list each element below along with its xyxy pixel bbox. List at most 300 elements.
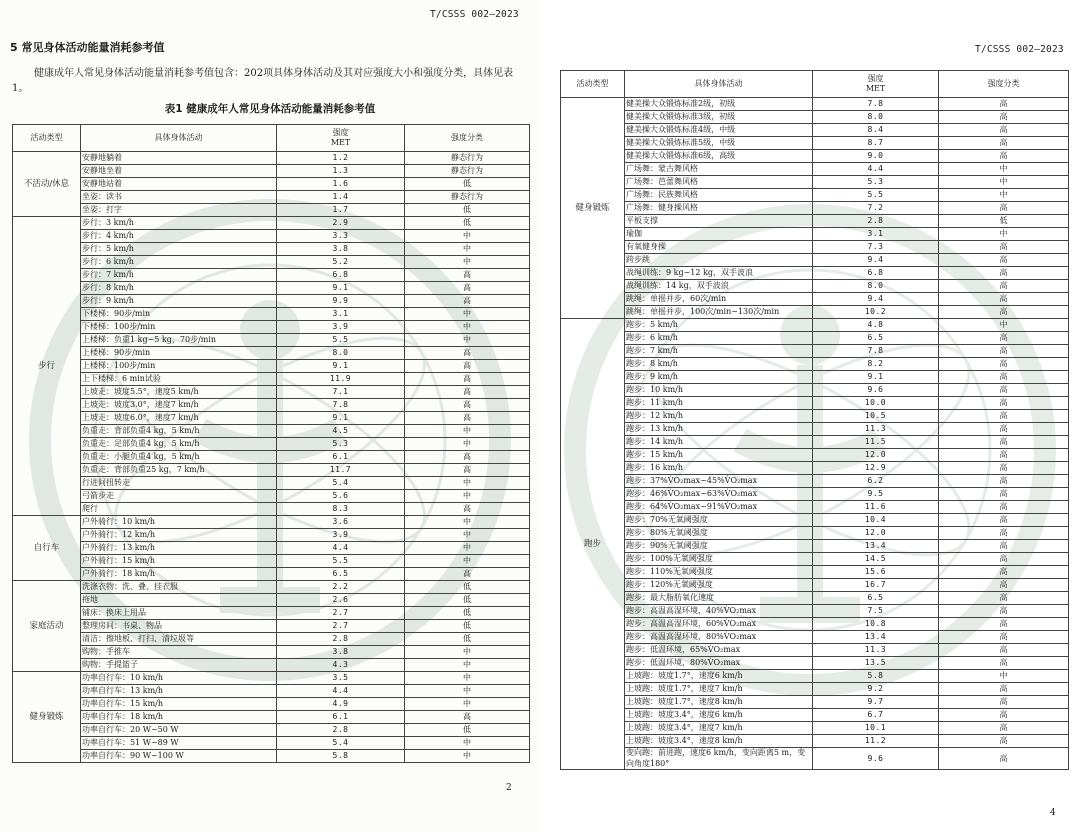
table-row [13,295,530,308]
activity-cell: 拖地 [81,594,277,607]
intensity-class-cell: 中 [405,308,530,321]
intensity-class-cell: 高 [939,722,1069,735]
intensity-class-cell: 中 [405,529,530,542]
table-row [561,423,1069,436]
met-cell: 4.4 [277,542,405,555]
intensity-class-cell: 高 [405,295,530,308]
intensity-class-cell: 高 [939,527,1069,540]
activity-cell: 战绳训练：9 kg~12 kg，双手波浪 [625,267,813,280]
table-row [561,462,1069,475]
activity-cell: 户外骑行：12 km/h [81,529,277,542]
col-header-activity: 具体身体活动 [625,71,813,98]
met-cell: 5.6 [277,490,405,503]
intensity-class-cell: 高 [939,644,1069,657]
intensity-class-cell: 高 [939,540,1069,553]
intensity-class-cell: 中 [405,685,530,698]
table-row [561,176,1069,189]
table-row [561,644,1069,657]
table-row [561,553,1069,566]
activity-cell: 健美操大众锻炼标准5级，中级 [625,137,813,150]
met-cell: 8.0 [813,111,939,124]
header-code: T/CSSS 002—2023 [430,9,519,20]
intensity-class-cell: 高 [939,371,1069,384]
intensity-class-cell: 中 [405,321,530,334]
intensity-class-cell: 中 [939,189,1069,202]
activity-cell: 健美操大众锻炼标准2级，初级 [625,98,813,111]
met-cell: 7.2 [813,202,939,215]
intensity-class-cell: 中 [405,243,530,256]
table-row [13,711,530,724]
table-row [13,542,530,555]
intensity-class-cell: 中 [939,319,1069,332]
met-cell: 5.2 [277,256,405,269]
activity-cell: 上下楼梯：6 min试验 [81,373,277,386]
intensity-class-cell: 中 [405,698,530,711]
table-row [13,152,530,165]
intensity-class-cell: 中 [939,670,1069,683]
table-row [13,698,530,711]
table-row [561,215,1069,228]
activity-cell: 功率自行车：90 W~100 W [81,750,277,763]
met-cell: 3.5 [277,672,405,685]
col-header-met-label: MET [330,138,351,147]
met-cell: 11.7 [277,464,405,477]
intensity-class-cell: 高 [939,579,1069,592]
intensity-class-cell: 高 [405,399,530,412]
activity-cell: 跑步：最大脂肪氧化速度 [625,592,813,605]
activity-cell: 功率自行车：51 W~89 W [81,737,277,750]
table-row [13,412,530,425]
met-cell: 9.1 [277,360,405,373]
met-cell: 3.1 [813,228,939,241]
table-row [13,451,530,464]
table-row [13,165,530,178]
met-cell: 5.8 [813,670,939,683]
met-cell: 10.4 [813,514,939,527]
met-cell: 7.8 [277,399,405,412]
intensity-class-cell: 低 [405,633,530,646]
intensity-class-cell: 高 [405,386,530,399]
activity-cell: 步行：7 km/h [81,269,277,282]
table-row [13,737,530,750]
intensity-class-cell: 低 [405,178,530,191]
table-row [13,659,530,672]
table-row [13,217,530,230]
activity-cell: 跨步跳 [625,254,813,267]
activity-cell: 功率自行车：20 W~50 W [81,724,277,737]
intensity-class-cell: 高 [939,384,1069,397]
activity-cell: 步行：9 km/h [81,295,277,308]
intensity-class-cell: 高 [405,360,530,373]
intensity-class-cell: 中 [939,176,1069,189]
intensity-class-cell: 中 [405,750,530,763]
met-cell: 9.4 [813,254,939,267]
table-row [13,516,530,529]
met-cell: 6.8 [813,267,939,280]
intensity-class-cell: 静态行为 [405,165,530,178]
met-cell: 9.5 [813,488,939,501]
met-cell: 10.5 [813,410,939,423]
intensity-class-cell: 高 [939,332,1069,345]
met-cell: 5.5 [277,555,405,568]
activity-cell: 健美操大众锻炼标准4级，中级 [625,124,813,137]
activity-cell: 跑步：5 km/h [625,319,813,332]
activity-cell: 行进间扭转走 [81,477,277,490]
intensity-class-cell: 高 [405,269,530,282]
met-cell: 3.9 [277,321,405,334]
activity-cell: 安静地坐着 [81,165,277,178]
met-cell: 4.4 [277,685,405,698]
met-cell: 14.5 [813,553,939,566]
activity-cell: 下楼梯：100步/min [81,321,277,334]
intensity-class-cell: 中 [405,256,530,269]
activity-cell: 上坡走：坡度3.0°，速度7 km/h [81,399,277,412]
met-cell: 7.1 [277,386,405,399]
intensity-class-cell: 中 [405,425,530,438]
table-row [561,696,1069,709]
met-cell: 3.1 [277,308,405,321]
activity-cell: 跑步：110%无氧阈强度 [625,566,813,579]
met-cell: 16.7 [813,579,939,592]
activity-cell: 上坡跑：坡度3.4°，速度6 km/h [625,709,813,722]
met-cell: 8.2 [813,358,939,371]
table-row [13,256,530,269]
met-cell: 11.5 [813,436,939,449]
table-row [561,137,1069,150]
header-code: T/CSSS 002—2023 [975,44,1064,55]
activity-cell: 弓箭步走 [81,490,277,503]
category-cell: 不活动/休息 [13,152,81,217]
intensity-class-cell: 高 [939,137,1069,150]
activity-cell: 健美操大众锻炼标准3级，初级 [625,111,813,124]
met-cell: 8.0 [277,347,405,360]
intensity-class-cell: 高 [939,306,1069,319]
activity-cell: 负重走：背部负重25 kg，7 km/h [81,464,277,477]
section-heading: 5 常见身体活动能量消耗参考值 [10,41,165,54]
intensity-class-cell: 高 [939,566,1069,579]
table-row [561,410,1069,423]
activity-cell: 跑步：7 km/h [625,345,813,358]
table-row [561,514,1069,527]
met-cell: 10.1 [813,722,939,735]
intensity-class-cell: 高 [405,503,530,516]
intensity-class-cell: 高 [939,150,1069,163]
table-row [561,254,1069,267]
activity-cell: 有氧健身操 [625,241,813,254]
met-cell: 9.6 [813,384,939,397]
col-header-intensity-label: 强度 [332,128,349,137]
activity-cell: 铺床：换床上用品 [81,607,277,620]
activity-cell: 户外骑行：18 km/h [81,568,277,581]
activity-cell: 负重走：小腿负重4 kg，5 km/h [81,451,277,464]
intensity-class-cell: 高 [939,735,1069,748]
activity-cell: 功率自行车：13 km/h [81,685,277,698]
intensity-class-cell: 中 [939,228,1069,241]
activity-cell: 变向跑：前进跑，速度6 km/h，变向距离5 m，变向角度180° [625,748,813,770]
activity-cell: 跑步：低温环境，80%V̇O₂max [625,657,813,670]
activity-cell: 跑步：12 km/h [625,410,813,423]
category-cell: 步行 [13,217,81,516]
intensity-class-cell: 高 [939,98,1069,111]
table-row [561,722,1069,735]
activity-cell: 步行：3 km/h [81,217,277,230]
met-cell: 4.8 [813,319,939,332]
activity-cell: 户外骑行：13 km/h [81,542,277,555]
category-cell: 家庭活动 [13,581,81,672]
intensity-class-cell: 中 [405,555,530,568]
table-row [13,425,530,438]
activity-cell: 购物：手推车 [81,646,277,659]
met-cell: 7.5 [813,605,939,618]
met-cell: 5.4 [277,737,405,750]
activity-cell: 战绳训练：14 kg，双手波浪 [625,280,813,293]
table-row [13,321,530,334]
activity-cell: 步行：5 km/h [81,243,277,256]
intensity-class-cell: 低 [405,607,530,620]
activity-cell: 户外骑行：15 km/h [81,555,277,568]
met-cell: 2.2 [277,581,405,594]
met-cell: 7.8 [813,345,939,358]
activity-cell: 跑步：37%V̇O₂max~45%V̇O₂max [625,475,813,488]
table-row [561,189,1069,202]
met-cell: 6.7 [813,709,939,722]
met-cell: 11.9 [277,373,405,386]
intensity-class-cell: 高 [405,282,530,295]
intensity-class-cell: 中 [405,477,530,490]
activity-cell: 跑步：16 km/h [625,462,813,475]
table-row [13,529,530,542]
page-number: 2 [506,783,512,793]
activity-cell: 跑步：10 km/h [625,384,813,397]
met-cell: 8.3 [277,503,405,516]
intensity-class-cell: 高 [939,683,1069,696]
page-number: 4 [1050,808,1056,818]
table-row [13,191,530,204]
activity-cell: 跑步：6 km/h [625,332,813,345]
activity-cell: 负重走：足部负重4 kg，5 km/h [81,438,277,451]
table-row [13,607,530,620]
met-cell: 9.0 [813,150,939,163]
intensity-class-cell: 高 [405,412,530,425]
table-row [561,709,1069,722]
met-cell: 9.2 [813,683,939,696]
intensity-class-cell: 高 [939,254,1069,267]
activity-cell: 功率自行车：10 km/h [81,672,277,685]
activity-cell: 上坡跑：坡度1.7°，速度6 km/h [625,670,813,683]
table-row [13,620,530,633]
table-row [13,373,530,386]
intensity-class-cell: 高 [939,618,1069,631]
activity-cell: 上坡跑：坡度1.7°，速度7 km/h [625,683,813,696]
intensity-class-cell: 高 [939,423,1069,436]
intensity-class-cell: 高 [939,553,1069,566]
activity-cell: 上坡跑：坡度1.7°，速度8 km/h [625,696,813,709]
intensity-class-cell: 高 [939,241,1069,254]
activity-cell: 健美操大众锻炼标准6级，高级 [625,150,813,163]
activity-cell: 跑步：15 km/h [625,449,813,462]
table-row [561,384,1069,397]
met-cell: 5.3 [277,438,405,451]
intensity-class-cell: 高 [405,568,530,581]
activity-cell: 坐姿：打字 [81,204,277,217]
intensity-class-cell: 高 [405,464,530,477]
intensity-class-cell: 低 [405,217,530,230]
met-cell: 11.2 [813,735,939,748]
energy-table-left [12,124,530,763]
table-row [13,555,530,568]
intensity-class-cell: 高 [939,696,1069,709]
table-row [13,269,530,282]
intensity-class-cell: 高 [939,514,1069,527]
table-row [561,657,1069,670]
met-cell: 11.3 [813,423,939,436]
activity-cell: 瑜伽 [625,228,813,241]
intensity-class-cell: 高 [939,605,1069,618]
table-row [561,735,1069,748]
activity-cell: 跑步：14 km/h [625,436,813,449]
table-row [561,150,1069,163]
table-row [561,111,1069,124]
intensity-class-cell: 高 [939,124,1069,137]
met-cell: 9.1 [277,282,405,295]
met-cell: 9.4 [813,293,939,306]
met-cell: 8.4 [813,124,939,137]
col-header-intensity [813,71,939,98]
table-row [13,581,530,594]
met-cell: 6.8 [277,269,405,282]
intensity-class-cell: 高 [939,111,1069,124]
col-header-intensity [277,125,405,152]
met-cell: 12.0 [813,449,939,462]
activity-cell: 跳绳：单摇并步，60次/min [625,293,813,306]
met-cell: 2.6 [277,594,405,607]
met-cell: 7.8 [813,98,939,111]
table-row [13,334,530,347]
met-cell: 5.3 [813,176,939,189]
met-cell: 1.4 [277,191,405,204]
met-cell: 9.7 [813,696,939,709]
activity-cell: 跑步：70%无氧阈强度 [625,514,813,527]
table-row [561,202,1069,215]
met-cell: 5.8 [277,750,405,763]
intensity-class-cell: 高 [939,475,1069,488]
table-row [561,371,1069,384]
met-cell: 3.3 [277,230,405,243]
intensity-class-cell: 低 [405,620,530,633]
intensity-class-cell: 高 [939,592,1069,605]
activity-cell: 安静地躺着 [81,152,277,165]
table-row [13,308,530,321]
intensity-class-cell: 高 [939,358,1069,371]
met-cell: 2.8 [813,215,939,228]
met-cell: 10.0 [813,397,939,410]
met-cell: 5.5 [813,189,939,202]
col-header-category: 活动类型 [561,71,625,98]
met-cell: 4.3 [277,659,405,672]
table-row [13,438,530,451]
activity-cell: 上楼梯：负重1 kg~5 kg，70步/min [81,334,277,347]
activity-cell: 跑步：46%V̇O₂max~63%V̇O₂max [625,488,813,501]
met-cell: 3.6 [277,516,405,529]
intensity-class-cell: 高 [405,451,530,464]
table-row [561,267,1069,280]
intensity-class-cell: 低 [939,215,1069,228]
met-cell: 9.9 [277,295,405,308]
met-cell: 3.9 [277,529,405,542]
table-row [13,347,530,360]
activity-cell: 跑步：11 km/h [625,397,813,410]
table-row [561,98,1069,111]
table-row [13,503,530,516]
table-row [13,464,530,477]
met-cell: 4.9 [277,698,405,711]
table-row [13,399,530,412]
col-header-class: 强度分类 [939,71,1069,98]
activity-cell: 跑步：低温环境，65%V̇O₂max [625,644,813,657]
table-row [13,633,530,646]
table-row [13,386,530,399]
met-cell: 13.4 [813,540,939,553]
met-cell: 4.4 [813,163,939,176]
activity-cell: 上坡跑：坡度3.4°，速度8 km/h [625,735,813,748]
activity-cell: 洗涤衣物：洗、叠、挂衣服 [81,581,277,594]
table-row [561,540,1069,553]
table-row [561,319,1069,332]
table-row [561,592,1069,605]
table-row [561,345,1069,358]
met-cell: 5.5 [277,334,405,347]
table-row [561,527,1069,540]
activity-cell: 跳绳：单摇并步，100次/min~130次/min [625,306,813,319]
intensity-class-cell: 中 [405,672,530,685]
document-page-right [540,0,1080,832]
activity-cell: 广场舞：蒙古舞风格 [625,163,813,176]
met-cell: 10.2 [813,306,939,319]
met-cell: 11.3 [813,644,939,657]
table-row [13,360,530,373]
intensity-class-cell: 高 [939,202,1069,215]
intensity-class-cell: 静态行为 [405,152,530,165]
table-row [561,631,1069,644]
intensity-class-cell: 高 [939,657,1069,670]
activity-cell: 跑步：120%无氧阈强度 [625,579,813,592]
intensity-class-cell: 高 [939,501,1069,514]
met-cell: 1.3 [277,165,405,178]
intensity-class-cell: 中 [405,542,530,555]
met-cell: 13.5 [813,657,939,670]
met-cell: 11.6 [813,501,939,514]
table-row [13,243,530,256]
met-cell: 2.9 [277,217,405,230]
activity-cell: 功率自行车：18 km/h [81,711,277,724]
activity-cell: 跑步：高温高湿环境，80%V̇O₂max [625,631,813,644]
intensity-class-cell: 中 [405,438,530,451]
met-cell: 6.5 [277,568,405,581]
met-cell: 9.6 [813,748,939,770]
activity-cell: 坐姿：读书 [81,191,277,204]
table-row [13,282,530,295]
met-cell: 7.3 [813,241,939,254]
met-cell: 2.7 [277,620,405,633]
table-row [13,672,530,685]
met-cell: 1.7 [277,204,405,217]
intensity-class-cell: 中 [405,490,530,503]
activity-cell: 功率自行车：15 km/h [81,698,277,711]
met-cell: 6.1 [277,451,405,464]
met-cell: 4.5 [277,425,405,438]
table-row [561,449,1069,462]
met-cell: 13.4 [813,631,939,644]
